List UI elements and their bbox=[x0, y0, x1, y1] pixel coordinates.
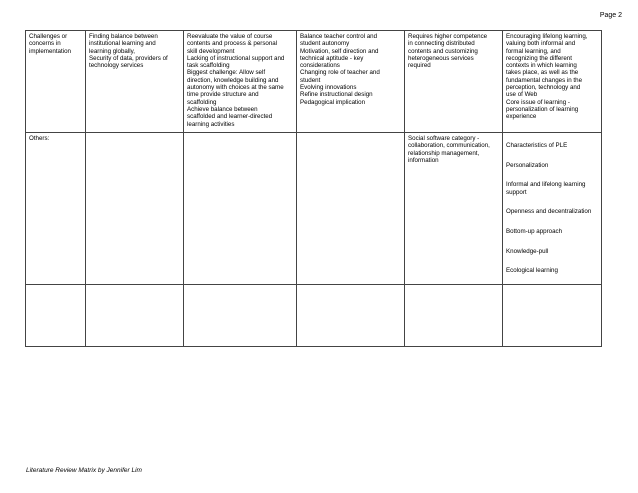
table-cell bbox=[297, 133, 405, 285]
table-cell: Encouraging lifelong learning, valuing both informal and formal learning, and recognizing the different contexts in which learning takes place, as well as the fundamental changes in the perception, technology and use of Web Core issue of learning - personalization of learning experience bbox=[503, 31, 602, 133]
table-cell bbox=[26, 284, 86, 346]
table-cell: Requires higher competence in connecting distributed contents and customizing heterogeneous services required bbox=[405, 31, 503, 133]
page-number: Page 2 bbox=[599, 12, 622, 19]
ple-item: Personalization bbox=[506, 161, 549, 169]
table-cell bbox=[184, 133, 297, 285]
table-cell: Finding balance between institutional learning and learning globally, Security of data, providers of technology services bbox=[86, 31, 184, 133]
ple-characteristics-cell bbox=[503, 133, 602, 285]
table-row bbox=[26, 133, 602, 285]
table-cell: Balance teacher control and student autonomy Motivation, self direction and technical aptitude - key considerations Changing role of teacher and student Evolving innovations Refine instructional design Pedagogical implication bbox=[297, 31, 405, 133]
table-cell bbox=[86, 133, 184, 285]
ple-item: Bottom-up approach bbox=[506, 227, 563, 235]
row-header-others: Others: bbox=[26, 133, 86, 285]
ple-item: Knowledge-pull bbox=[506, 247, 549, 255]
literature-review-matrix bbox=[25, 30, 602, 347]
footer-credit: Literature Review Matrix by Jennifer Lim bbox=[26, 467, 142, 474]
ple-item: Informal and lifelong learning support bbox=[506, 181, 586, 196]
ple-heading: Characteristics of PLE bbox=[506, 142, 568, 150]
row-header-challenges: Challenges or concerns in implementation bbox=[26, 31, 86, 133]
table-cell: Social software category - collaboration, communication, relationship management, information bbox=[405, 133, 503, 285]
table-cell bbox=[503, 284, 602, 346]
table-cell bbox=[184, 284, 297, 346]
ple-item: Openness and decentralization bbox=[506, 208, 592, 216]
table-cell: Reevaluate the value of course contents and process & personal skill development Lacking of instructional support and task scaffolding Biggest challenge: Allow self direction, knowledge building and autonomy with choices at the same time provide structure and scaffolding Achieve balance between scaffolded and learner-directed learning activities bbox=[184, 31, 297, 133]
table-cell bbox=[297, 284, 405, 346]
table-row bbox=[26, 31, 602, 133]
table-cell bbox=[86, 284, 184, 346]
ple-item: Ecological learning bbox=[506, 267, 558, 275]
table-row bbox=[26, 284, 602, 346]
table-cell bbox=[405, 284, 503, 346]
